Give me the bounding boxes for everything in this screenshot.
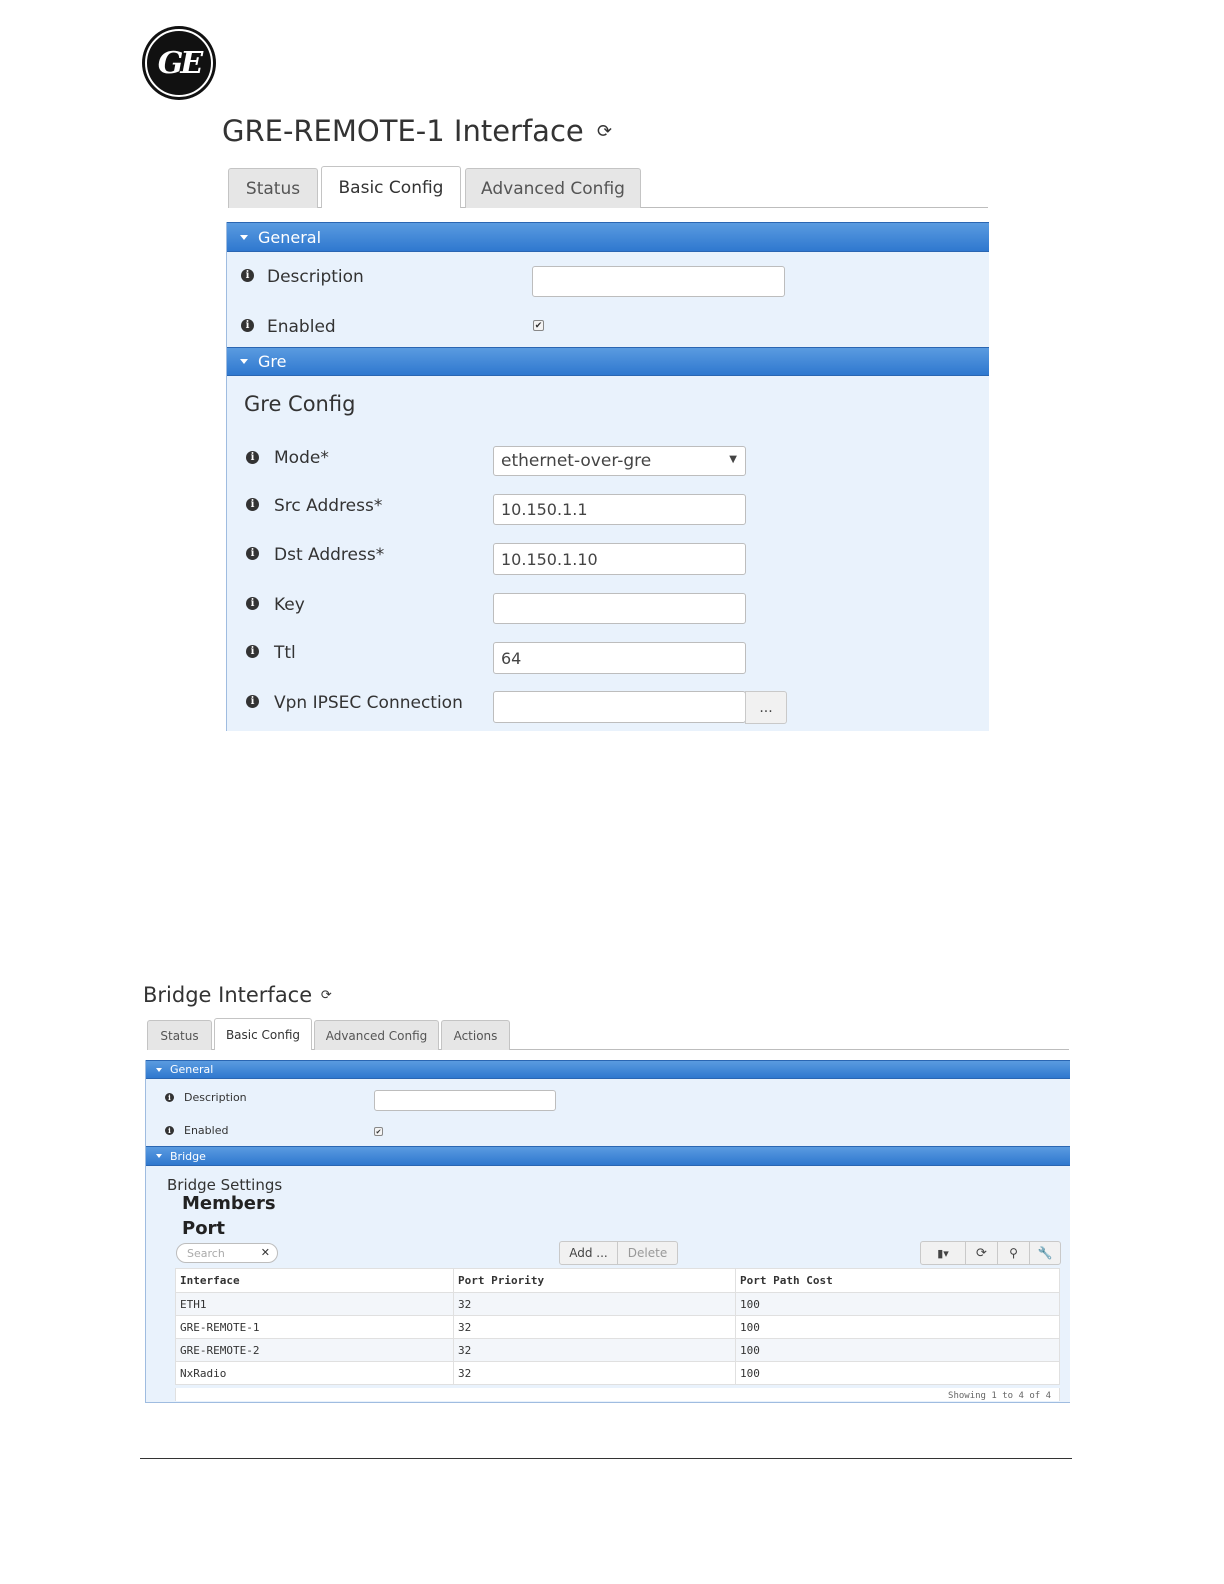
cell-interface: ETH1	[176, 1293, 454, 1316]
cell-port-path-cost: 100	[736, 1293, 1060, 1316]
column-header-interface[interactable]: Interface	[176, 1269, 454, 1293]
gre-title-text: GRE-REMOTE-1 Interface	[222, 114, 584, 148]
src-address-label: Src Address*	[274, 496, 383, 516]
refresh-icon: ⟳	[976, 1245, 987, 1261]
description-field[interactable]	[532, 266, 785, 297]
tab-basic-config[interactable]: Basic Config	[321, 166, 461, 208]
cell-interface: GRE-REMOTE-1	[176, 1316, 454, 1339]
gre-section-header[interactable]: Gre	[227, 347, 989, 376]
search-icon: ⚲	[1009, 1246, 1018, 1260]
cell-port-path-cost: 100	[736, 1316, 1060, 1339]
tab-advanced-config[interactable]: Advanced Config	[314, 1020, 439, 1050]
table-row[interactable]	[176, 1339, 1060, 1362]
tab-actions[interactable]: Actions	[441, 1020, 510, 1050]
enabled-checkbox[interactable]	[533, 320, 544, 331]
ge-logo	[142, 26, 216, 100]
wrench-icon: 🔧	[1037, 1246, 1053, 1260]
mode-select[interactable]: ethernet-over-gre ▼	[493, 446, 746, 476]
description-label: Description	[267, 267, 364, 287]
description-label: Description	[184, 1091, 247, 1104]
search-input[interactable]: Search ✕	[176, 1243, 278, 1263]
table-footer	[175, 1388, 1060, 1401]
ge-logo-mark: GE	[145, 29, 213, 97]
dst-address-field[interactable]: 10.150.1.10	[493, 543, 746, 575]
bridge-tabbar	[147, 1018, 1069, 1050]
bridge-title-text: Bridge Interface	[143, 983, 313, 1007]
cell-port-path-cost: 100	[736, 1362, 1060, 1385]
general-section-header[interactable]: General	[227, 222, 989, 252]
info-icon: i	[165, 1126, 174, 1135]
general-section-header[interactable]: General	[146, 1060, 1070, 1079]
bridge-page-title	[143, 983, 332, 1007]
cell-port-priority: 32	[454, 1339, 736, 1362]
add-button[interactable]: Add ...	[559, 1241, 618, 1265]
table-row[interactable]	[176, 1362, 1060, 1385]
columns-icon: ▮▾	[937, 1246, 949, 1260]
cell-port-path-cost: 100	[736, 1339, 1060, 1362]
refresh-icon[interactable]: ⟳	[596, 121, 613, 142]
tab-advanced-config[interactable]: Advanced Config	[465, 168, 641, 208]
info-icon: i	[241, 269, 254, 282]
enabled-label: Enabled	[267, 317, 336, 337]
clear-icon[interactable]: ✕	[260, 1246, 270, 1259]
table-header-row	[176, 1269, 1060, 1293]
tab-status[interactable]: Status	[228, 168, 318, 208]
info-icon: i	[246, 597, 259, 610]
search-button[interactable]	[997, 1241, 1030, 1265]
info-icon: i	[246, 498, 259, 511]
bridge-section-header[interactable]: Bridge	[146, 1146, 1070, 1166]
cell-port-priority: 32	[454, 1362, 736, 1385]
ttl-field[interactable]: 64	[493, 642, 746, 674]
cell-interface: GRE-REMOTE-2	[176, 1339, 454, 1362]
showing-count: Showing 1 to 4 of 4	[948, 1391, 1051, 1401]
vpn-ipsec-label: Vpn IPSEC Connection	[274, 693, 463, 713]
gre-page-title	[222, 114, 612, 148]
gre-config-panel	[226, 222, 989, 731]
src-address-field[interactable]: 10.150.1.1	[493, 494, 746, 525]
vpn-ipsec-field[interactable]	[493, 691, 746, 723]
settings-button[interactable]	[1029, 1241, 1061, 1265]
port-title: Port	[182, 1218, 226, 1239]
caret-down-icon	[240, 235, 248, 240]
cell-port-priority: 32	[454, 1293, 736, 1316]
caret-down-icon	[156, 1068, 162, 1072]
port-members-table	[175, 1268, 1060, 1385]
enabled-label: Enabled	[184, 1124, 229, 1137]
info-icon: i	[165, 1093, 174, 1102]
columns-button[interactable]	[920, 1241, 966, 1265]
table-row[interactable]	[176, 1293, 1060, 1316]
refresh-button[interactable]	[965, 1241, 998, 1265]
members-title: Members	[182, 1193, 276, 1214]
key-label: Key	[274, 595, 305, 615]
bridge-settings-title: Bridge Settings	[167, 1176, 283, 1194]
info-icon: i	[241, 319, 254, 332]
caret-down-icon	[156, 1154, 162, 1158]
ttl-label: Ttl	[274, 643, 296, 663]
refresh-icon[interactable]: ⟳	[320, 988, 332, 1003]
description-field[interactable]	[374, 1090, 556, 1111]
column-header-port-priority[interactable]: Port Priority	[454, 1269, 736, 1293]
caret-down-icon	[240, 359, 248, 364]
key-field[interactable]	[493, 593, 746, 624]
info-icon: i	[246, 695, 259, 708]
page-footer-rule	[140, 1458, 1072, 1459]
checkmark-icon: ✔	[375, 1127, 382, 1136]
dropdown-arrow-icon: ▼	[729, 454, 737, 465]
info-icon: i	[246, 451, 259, 464]
dst-address-label: Dst Address*	[274, 545, 385, 565]
info-icon: i	[246, 547, 259, 560]
enabled-checkbox[interactable]	[374, 1127, 383, 1136]
table-row[interactable]	[176, 1316, 1060, 1339]
cell-port-priority: 32	[454, 1316, 736, 1339]
tab-basic-config[interactable]: Basic Config	[214, 1018, 312, 1050]
gre-tabbar	[228, 166, 988, 208]
vpn-browse-button[interactable]: ...	[745, 691, 787, 724]
column-header-port-path-cost[interactable]: Port Path Cost	[736, 1269, 1060, 1293]
delete-button[interactable]: Delete	[617, 1241, 678, 1265]
gre-config-title: Gre Config	[244, 392, 356, 416]
tab-status[interactable]: Status	[147, 1020, 212, 1050]
info-icon: i	[246, 645, 259, 658]
cell-interface: NxRadio	[176, 1362, 454, 1385]
checkmark-icon: ✔	[534, 320, 543, 331]
mode-label: Mode*	[274, 448, 329, 468]
